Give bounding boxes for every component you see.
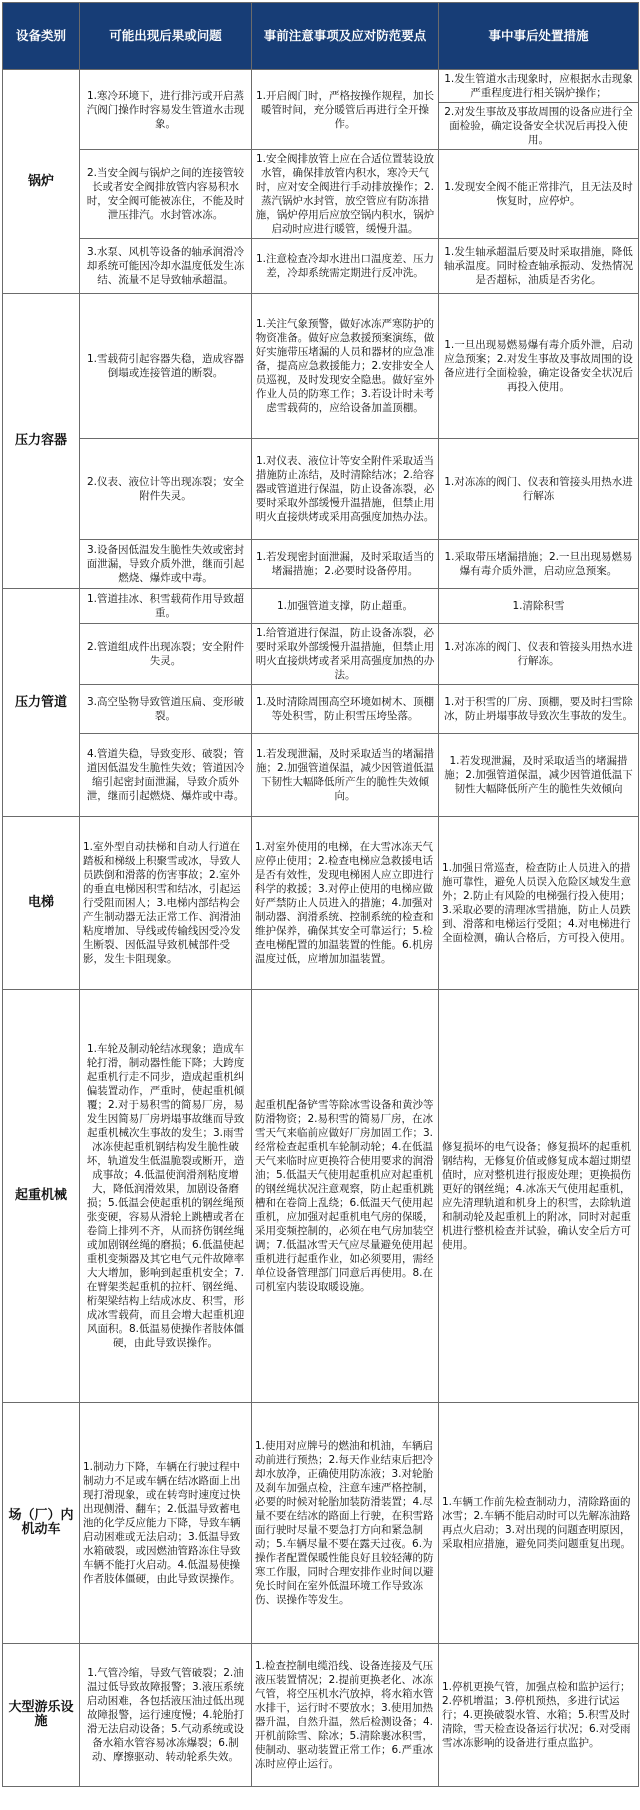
table-row [3, 990, 639, 1403]
handling-cell: 1.采取带压堵漏措施；2.一旦出现易燃易爆有毒介质外泄，启动应急预案。 [439, 540, 639, 589]
handling-cell: 1.对于积雪的厂房、顶棚，要及时扫雪除冰，防止坍塌事故导致次生事故的发生。 [439, 685, 639, 734]
header-category: 设备类别 [3, 3, 80, 70]
category-cell: 压力容器 [3, 294, 80, 589]
precaution-cell: 1.使用对应牌号的燃油和机油，车辆启动前进行预热；2.每天作业结束后把冷却水放净，正确使用防冻液；3.对轮胎及刹车加强点检，注意车速严格控制，必要的时候对轮胎加装防滑装置；4.尽量不要在结冰的路面上行驶，在积雪路面行驶时尽量不要急打方向和紧急制动；5.车辆尽量不要在露天过夜。6.为操作者配置保暖性能良好且较轻薄的防寒工作服，同时合理安排作业时间以避免长时间在室外低温环境工作导致冻伤、误操作等发生。 [252, 1403, 439, 1644]
category-cell: 电梯 [3, 817, 80, 990]
problem-cell: 2.当安全阀与锅炉之间的连接管较长或者安全阀排放管内容易积水时，安全阀可能被冻住，不能及时泄压排汽。水封管冰冻。 [80, 150, 252, 239]
table-row [3, 1644, 639, 1787]
handling-cell: 1.加强日常巡查，检查防止人员进入的措施可靠性，避免人员误入危险区域发生意外；2.防止有风险的电梯强行投入使用；3.采取必要的清理冰雪措施，防止人员跌到、滑落和电梯运行受阻；4.对电梯进行全面检测，确认合格后，方可投入使用。 [439, 817, 639, 990]
table-row [3, 685, 639, 734]
table-row [3, 624, 639, 685]
precaution-cell: 1.对室外使用的电梯，在大雪冰冻天气应停止使用；2.检查电梯应急救援电话是否有效性，发现电梯困人应立即进行科学的救援；3.对停止使用的电梯应做好严禁防止人员进入的措施；4.加强对制动器、润滑系统、控制系统的检查和维护保养，确保其安全可靠运行；5.检查电梯配置的加温装置的性能。6.机房温度过低，应增加加温装置。 [252, 817, 439, 990]
precaution-cell: 1.若发现密封面泄漏，及时采取适当的堵漏措施；2.必要时设备停用。 [252, 540, 439, 589]
table-row [3, 239, 639, 294]
precaution-cell: 1.加强管道支撑，防止超重。 [252, 589, 439, 624]
problem-cell: 2.仪表、液位计等出现冻裂；安全附件失灵。 [80, 439, 252, 540]
handling-cell: 1.发现安全阀不能正常排汽，且无法及时恢复时，应停炉。 [439, 150, 639, 239]
header-precaution: 事前注意事项及应对防范要点 [252, 3, 439, 70]
handling-cell: 1.发生轴承超温后要及时采取措施，降低轴承温度。同时检查轴承振动、发热情况是否超标，油质是否劣化。 [439, 239, 639, 294]
problem-cell: 1.管道挂冰、积雪载荷作用导致超重。 [80, 589, 252, 624]
precaution-cell: 1.及时清除周围高空环境如树木、顶棚等处积雪，防止积雪压垮坠落。 [252, 685, 439, 734]
category-cell: 场（厂）内机动车 [3, 1403, 80, 1644]
table-row [3, 1403, 639, 1644]
precaution-cell: 1.检查控制电缆沿线、设备连接及气压液压装置情况；2.提前更换老化、冰冻气管，将空压机水汽放掉，将水箱水管水排干，运行时不要放水；3.使用加热器升温，自然升温，然后检测设备；4.开机前除雪、除冰；5.清除裹冰积雪，使制动、驱动装置正常工作；6.严重冰冻时应停止运行。 [252, 1644, 439, 1787]
handling-part: 1.发生管道水击现象时，应根据水击现象严重程度进行相关锅炉操作； [439, 70, 638, 103]
category-cell: 大型游乐设施 [3, 1644, 80, 1787]
handling-cell: 1.若发现泄漏，及时采取适当的堵漏措施；2.加强管道保温，减少因管道低温下韧性大幅降低所产生的脆性失效倾向 [439, 734, 639, 817]
problem-cell: 1.寒冷环境下，进行排污或开启蒸汽阀门操作时容易发生管道水击现象。 [80, 70, 252, 150]
table-row [3, 589, 639, 624]
problem-cell: 1.制动力下降，车辆在行驶过程中制动力不足或车辆在结冰路面上出现打滑现象，或在转弯时速度过快出现侧滑、翻车；2.低温导致蓄电池的化学反应能力下降，导致车辆启动困难或无法启动；3.低温导致水箱破裂，或因燃油管路冻住导致车辆不能打火启动。4.低温易使操作者肢体僵硬，由此导致误操作。 [80, 1403, 252, 1644]
problem-cell: 3.水泵、风机等设备的轴承润滑冷却系统可能因冷却水温度低发生冻结、流量不足导致轴承超温。 [80, 239, 252, 294]
table-row [3, 294, 639, 439]
problem-cell: 1.车轮及制动轮结冰现象；造成车轮打滑，制动器性能下降；大跨度起重机行走不同步，造成起重机纠偏装置动作，严重时，使起重机倾覆；2.对于易积雪的简易厂房，易发生因简易厂房坍塌事故继而导致起重机械次生事故的发生；3.雨雪冰冻使起重机钢结构发生脆性破坏，轨道发生低温脆裂或断开，造成事故；4.低温使润滑剂粘度增大，降低润滑效果，加剧设备磨损；5.低温会使起重机的钢丝绳预张变硬，容易从滑轮上跳槽或者在卷筒上排列不齐，从而挤伤钢丝绳或加剧钢丝绳的磨损；6.低温使起重机变频器及其它电气元件故障率大大增加，影响到起重机安全；7.在臂架类起重机的拉杆、钢丝绳、桁架梁结构上结成冰皮、积雪，形成冰雪载荷，而且会增大起重机迎风面积。8.低温易使操作者肢体僵硬，由此导致误操作。 [80, 990, 252, 1403]
problem-cell: 3.设备因低温发生脆性失效或密封面泄漏，导致介质外泄，继而引起燃烧、爆炸或中毒。 [80, 540, 252, 589]
problem-cell: 3.高空坠物导致管道压扁、变形破裂。 [80, 685, 252, 734]
precaution-cell: 1.注意检查冷却水进出口温度差、压力差，冷却系统需定期进行反冲洗。 [252, 239, 439, 294]
precaution-cell: 1.对仪表、液位计等安全附件采取适当措施防止冻结，及时清除结冰；2.给容器或管道进行保温，防止设备冻裂，必要时采取外部缓慢升温措施，但禁止用明火直接烘烤或采用高强度加热办法。 [252, 439, 439, 540]
handling-cell: 1.停机更换气管，加强点检和监护运行；2.停机增温；3.停机预热，多进行试运行；4.更换破裂水管、水箱；5.积雪及时清除，雪天检查设备运行状况；6.对受雨雪冰冻影响的设备进行重点监护。 [439, 1644, 639, 1787]
handling-cell: 1.一旦出现易燃易爆有毒介质外泄，启动应急预案；2.对发生事故及事故周围的设备应进行全面检验，确定设备安全状况后再投入使用。 [439, 294, 639, 439]
handling-cell: 1.车辆工作前先检查制动力，清除路面的冰雪；2.车辆不能启动时可以先解冻油路再点火启动；3.对出现的问题查明原因，采取相应措施，避免同类问题重复出现。 [439, 1403, 639, 1644]
table-row [3, 150, 639, 239]
document [2, 2, 638, 1787]
precaution-cell: 起重机配备铲雪等除冰雪设备和黄沙等防滑物资；2.易积雪的简易厂房，在冰雪天气来临前应做好厂房加固工作；3.经常检查起重机车轮制动轮；4.在低温天气来临时应更换符合使用要求的润滑油；5.低温天气使用起重机应对起重机的钢丝绳状况注意观察，防止起重机跳槽和在卷筒上乱绕；6.低温天气使用起重机，应加强对起重机电气房的保暖，采用变频控制的，必须在电气房加装空调；7.低温冰雪天气应尽量避免使用起重机进行起重作业，如必须要用，需经单位设备管理部门同意后再使用。8.在司机室内装设取暖设施。 [252, 990, 439, 1403]
header-handling: 事中事后处置措施 [439, 3, 639, 70]
problem-cell: 1.气管冷缩，导致气管破裂；2.油温过低导致故障报警；3.液压系统启动困难，各包括液压油过低出现故障报警，运行速度慢；4.轮胎打滑无法启动设备；5.气动系统或设备水箱水管容易冰冻爆裂；6.制动、摩擦驱动、转动轮系失效。 [80, 1644, 252, 1787]
precaution-cell: 1.开启阀门时，严格按操作规程，加长暖管时间，充分暖管后再进行全开操作。 [252, 70, 439, 150]
table-row [3, 734, 639, 817]
table-row [3, 70, 639, 150]
problem-cell: 4.管道失稳，导致变形、破裂；管道因低温发生脆性失效；管道因冷缩引起密封面泄漏，导致介质外泄，继而引起燃烧、爆炸或中毒。 [80, 734, 252, 817]
header-problem: 可能出现后果或问题 [80, 3, 252, 70]
table-row [3, 540, 639, 589]
category-cell: 锅炉 [3, 70, 80, 294]
handling-cell: 1.对冻冻的阀门、仪表和管接头用热水进行解冻 [439, 439, 639, 540]
precaution-cell: 1.关注气象预警，做好冰冻严寒防护的物资准备。做好应急救援预案演练，做好实施带压堵漏的人员和器材的应急准备，提高应急救援能力；2.安排安全人员巡视，及时发现安全隐患。做好室外作业人员的防寒工作；3.若设计时未考虑雪载荷的，应给设备加盖顶棚。 [252, 294, 439, 439]
category-cell: 起重机械 [3, 990, 80, 1403]
problem-cell: 2.管道组成件出现冻裂；安全附件失灵。 [80, 624, 252, 685]
precaution-cell: 1.给管道进行保温，防止设备冻裂，必要时采取外部缓慢升温措施，但禁止用明火直接烘烤或者采用高强度加热的办法。 [252, 624, 439, 685]
safety-table [2, 2, 639, 1787]
precaution-cell: 1.安全阀排放管上应在合适位置装设放水管，确保排放管内积水，寒冷天气时，应对安全阀进行手动排放操作；2.蒸汽锅炉水封管，放空管应有防冻措施，锅炉停用后应放空锅内积水，锅炉启动时应进行暖管，缓慢升温。 [252, 150, 439, 239]
category-cell: 压力管道 [3, 589, 80, 817]
handling-cell: 修复损坏的电气设备；修复损坏的起重机钢结构，无修复价值或修复成本超过期望值时，应对整机进行报废处理；更换损伤更好的钢丝绳；4.冰冻天气使用起重机，应先清理轨道和机身上的积雪，去除轨道和制动轮及起重机上的附冰，同时对起重机进行整机检查并试验，确认安全后方可使用。 [439, 990, 639, 1403]
handling-cell: 1.对冻冻的阀门、仪表和管接头用热水进行解冻。 [439, 624, 639, 685]
header-row [3, 3, 639, 70]
problem-cell: 1.室外型自动扶梯和自动人行道在踏板和梯级上积聚雪或冰，导致人员跌倒和滑落的伤害事故；2.室外的垂直电梯因积雪和结冰，引起运行受阻而困人；3.电梯内部结构会产生制动器无法正常工作、润滑油粘度增加、导线或传输线因受冷发生断裂、因低温导致机械部件受影，发生卡阻现象。 [80, 817, 252, 990]
table-row [3, 817, 639, 990]
handling-cell [439, 70, 639, 150]
handling-cell: 1.清除积雪 [439, 589, 639, 624]
precaution-cell: 1.若发现泄漏，及时采取适当的堵漏措施；2.加强管道保温，减少因管道低温下韧性大幅降低所产生的脆性失效倾向。 [252, 734, 439, 817]
problem-cell: 1.雪载荷引起容器失稳，造成容器倒塌或连接管道的断裂。 [80, 294, 252, 439]
handling-part: 2.对发生事故及事故周围的设备应进行全面检验，确定设备安全状况后再投入使用。 [444, 106, 633, 146]
table-row [3, 439, 639, 540]
